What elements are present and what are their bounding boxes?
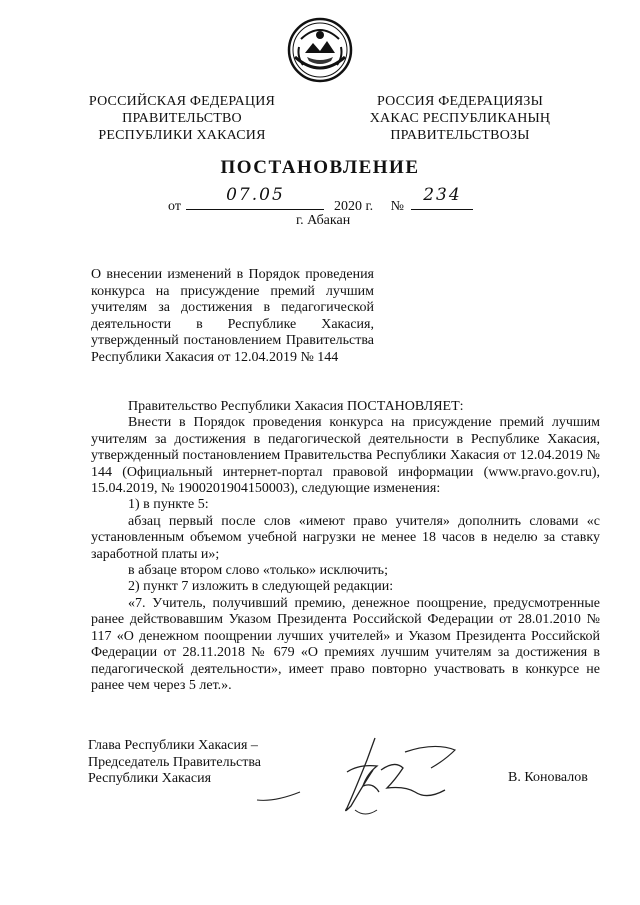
header-right-block: [365, 93, 555, 144]
signatory-name: В. Коновалов: [508, 770, 588, 785]
date-number-line: [168, 185, 473, 215]
header-right-line: ПРАВИТЕЛЬСТВОЗЫ: [390, 128, 530, 143]
header-right-line: РОССИЯ ФЕДЕРАЦИЯЗЫ: [376, 94, 544, 109]
header-left-block: [82, 93, 282, 144]
year-label: 2020 г.: [333, 199, 374, 214]
body-paragraph: Внести в Порядок проведения конкурса на присуждение премий лучшим учителям за достижения в педагогической деятельности в Республике Хакасия, утвержденный постановлением Правительства Республики Хакасия от 12.04.2019 № 144 (Официальный интернет-портал правовой информации (www.pravo.gov.ru), 15.04.2019, № 1900201904150003), следующие изменения:: [91, 415, 600, 497]
body-paragraph: в абзаце втором слово «только» исключить;: [128, 563, 388, 579]
signatory-position-line: Глава Республики Хакасия –: [88, 738, 258, 753]
document-subject: О внесении изменений в Порядок проведения конкурса на присуждение премий лучшим учителям за достижения в педагогической деятельности в Республике Хакасия, утвержденный постановлением Правительства Республики Хакасия от 12.04.2019 № 144: [91, 267, 374, 365]
date-handwritten: 07.05: [226, 185, 285, 205]
body-paragraph: 1) в пункте 5:: [128, 497, 209, 513]
number-sign: №: [390, 199, 404, 214]
body-paragraph: абзац первый после слов «имеют право учителя» дополнить словами «с установленным объемом учебной нагрузки не менее 18 часов в неделю за ставку заработной платы и»;: [91, 513, 600, 562]
city-label: г. Абакан: [296, 213, 351, 228]
signatory-position: [88, 738, 261, 788]
signatory-position-line: Председатель Правительства: [88, 754, 261, 770]
header-right-line: ХАКАС РЕСПУБЛИКАНЫҢ: [369, 111, 551, 126]
date-field: [186, 185, 324, 210]
signatory-position-line: Республики Хакасия: [88, 771, 212, 786]
header-left-line: РЕСПУБЛИКИ ХАКАСИЯ: [98, 128, 266, 143]
number-field: [411, 185, 473, 210]
body-paragraph: «7. Учитель, получивший премию, денежное поощрение, предусмотренные ранее действовавшим Указом Президента Российской Федерации от 28.01.2010 № 117 «О денежном поощрении лучших учителей» и Указом Президента Российской Федерации от 28.11.2018 № 679 «О премиях лучшим учителям за достижения в педагогической деятельности», имеет право повторно участвовать в конкурсе не ранее чем через 5 лет.».: [91, 595, 600, 693]
handwritten-signature: [255, 730, 470, 820]
body-paragraph: Правительство Республики Хакасия ПОСТАНОВЛЯЕТ:: [128, 399, 464, 414]
document-body: [91, 399, 600, 694]
coat-of-arms-emblem-icon: [287, 17, 353, 83]
document-title: ПОСТАНОВЛЕНИЕ: [220, 157, 420, 178]
date-prefix: от: [168, 199, 181, 214]
body-paragraph: 2) пункт 7 изложить в следующей редакции:: [128, 579, 394, 595]
header-left-line: РОССИЙСКАЯ ФЕДЕРАЦИЯ: [88, 94, 276, 109]
number-handwritten: 234: [423, 185, 462, 205]
header-left-line: ПРАВИТЕЛЬСТВО: [122, 111, 242, 126]
